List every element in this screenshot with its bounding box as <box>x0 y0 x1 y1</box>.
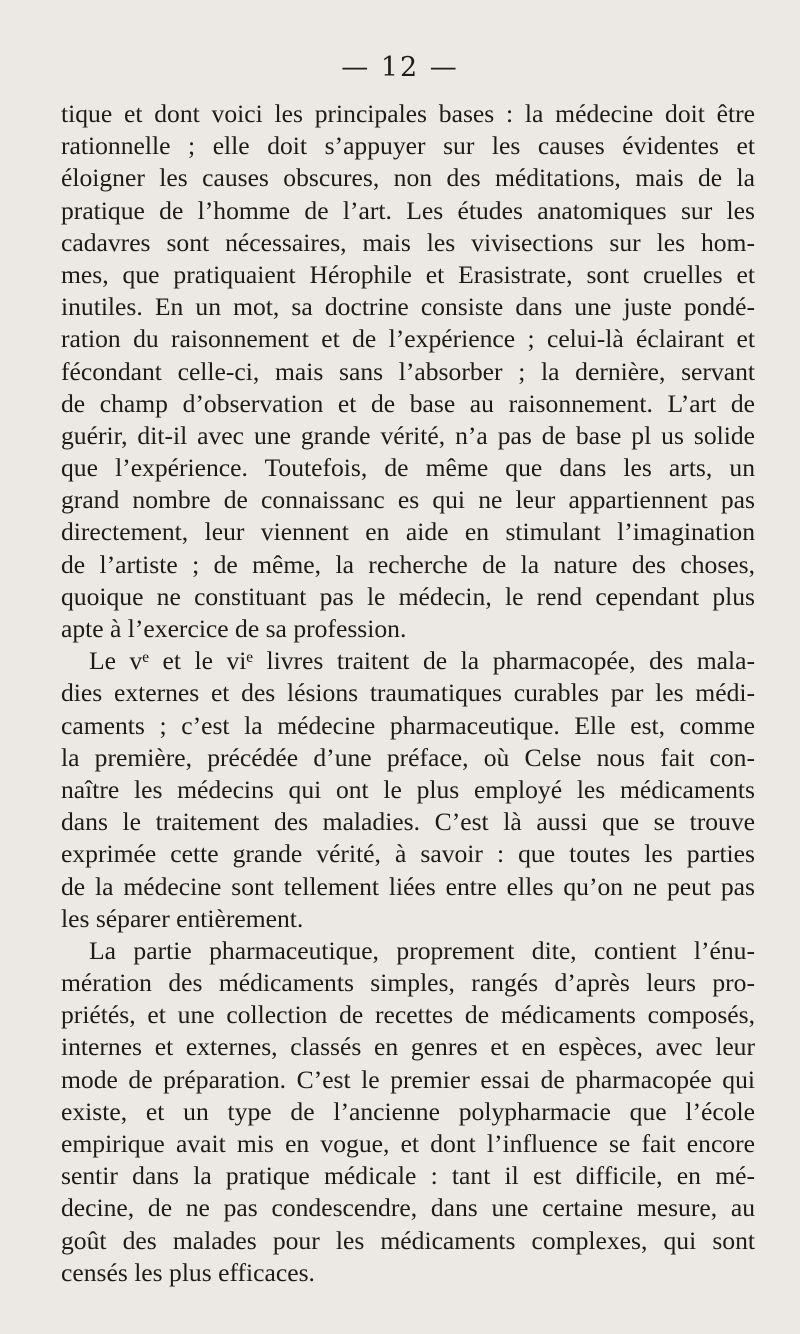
paragraph-1 <box>61 98 755 645</box>
text-line: mes, que pratiquaient Hérophile et Erasistrate, sont cruelles et <box>61 259 755 289</box>
text-line: censés les plus efficaces. <box>61 1257 315 1287</box>
text-line: éloigner les causes obscures, non des méditations, mais de la <box>61 163 755 193</box>
text-line: fécondant celle-ci, mais sans l’absorber ; la dernière, servant <box>61 356 755 386</box>
text-line: quoique ne constituant pas le médecin, le rend cependant plus <box>61 581 755 611</box>
text-line: dans le traitement des maladies. C’est là aussi que se trouve <box>61 807 755 837</box>
text-line: tique et dont voici les principales bases : la médecine doit être <box>61 99 755 128</box>
text-line: priétés, et une collection de recettes de médicaments composés, <box>61 1000 755 1030</box>
page-number: — 12 — <box>341 52 459 83</box>
text-line: Le vᵉ et le viᵉ livres traitent de la pharmacopée, des mala- <box>89 646 755 676</box>
text-line: La partie pharmaceutique, proprement dite, contient l’énu- <box>89 935 755 965</box>
text-line: guérir, dit-il avec une grande vérité, n’a pas de base pl us solide <box>61 420 755 450</box>
text-line: sentir dans la pratique médicale : tant il est difficile, en mé- <box>61 1161 755 1191</box>
text-line: de champ d’observation et de base au raisonnement. L’art de <box>61 388 755 418</box>
text-line: goût des malades pour les médicaments complexes, qui sont <box>61 1225 755 1255</box>
text-line: internes et externes, classés en genres et en espèces, avec leur <box>61 1032 755 1062</box>
text-line: mération des médicaments simples, rangés d’après leurs pro- <box>61 968 755 998</box>
text-line: existe, et un type de l’ancienne polypharmacie que l’école <box>61 1096 755 1126</box>
text-line: directement, leur viennent en aide en stimulant l’imagination <box>61 517 755 547</box>
text-line: naître les médecins qui ont le plus employé les médicaments <box>61 774 755 804</box>
text-line: cadavres sont nécessaires, mais les vivisections sur les hom- <box>61 227 755 257</box>
text-line: les séparer entièrement. <box>61 903 304 933</box>
text-line: de l’artiste ; de même, la recherche de la nature des choses, <box>61 549 755 579</box>
text-line: rationnelle ; elle doit s’appuyer sur les causes évidentes et <box>61 131 755 161</box>
text-line: la première, précédée d’une préface, où Celse nous fait con- <box>61 742 755 772</box>
text-line: inutiles. En un mot, sa doctrine consiste dans une juste pondé- <box>61 292 755 322</box>
text-line: caments ; c’est la médecine pharmaceutique. Elle est, comme <box>61 710 755 740</box>
text-line: apte à l’exercice de sa profession. <box>61 614 407 643</box>
text-line: empirique avait mis en vogue, et dont l’influence se fait encore <box>61 1129 755 1158</box>
body-text <box>61 98 755 1289</box>
text-line: dies externes et des lésions traumatiques curables par les médi- <box>61 678 755 708</box>
text-line: exprimée cette grande vérité, à savoir : que toutes les parties <box>61 839 755 869</box>
text-line: grand nombre de connaissanc es qui ne leur appartiennent pas <box>61 485 755 515</box>
text-line: que l’expérience. Toutefois, de même que dans les arts, un <box>61 453 755 483</box>
text-line: decine, de ne pas condescendre, dans une certaine mesure, au <box>61 1193 755 1223</box>
text-line: pratique de l’homme de l’art. Les études anatomiques sur les <box>61 195 755 225</box>
paragraph-3 <box>61 935 755 1289</box>
paragraph-2 <box>61 645 755 935</box>
text-line: mode de préparation. C’est le premier essai de pharmacopée qui <box>61 1064 755 1094</box>
text-line: ration du raisonnement et de l’expérience ; celui-là éclairant et <box>61 324 755 354</box>
text-line: de la médecine sont tellement liées entre elles qu’on ne peut pas <box>61 871 755 901</box>
